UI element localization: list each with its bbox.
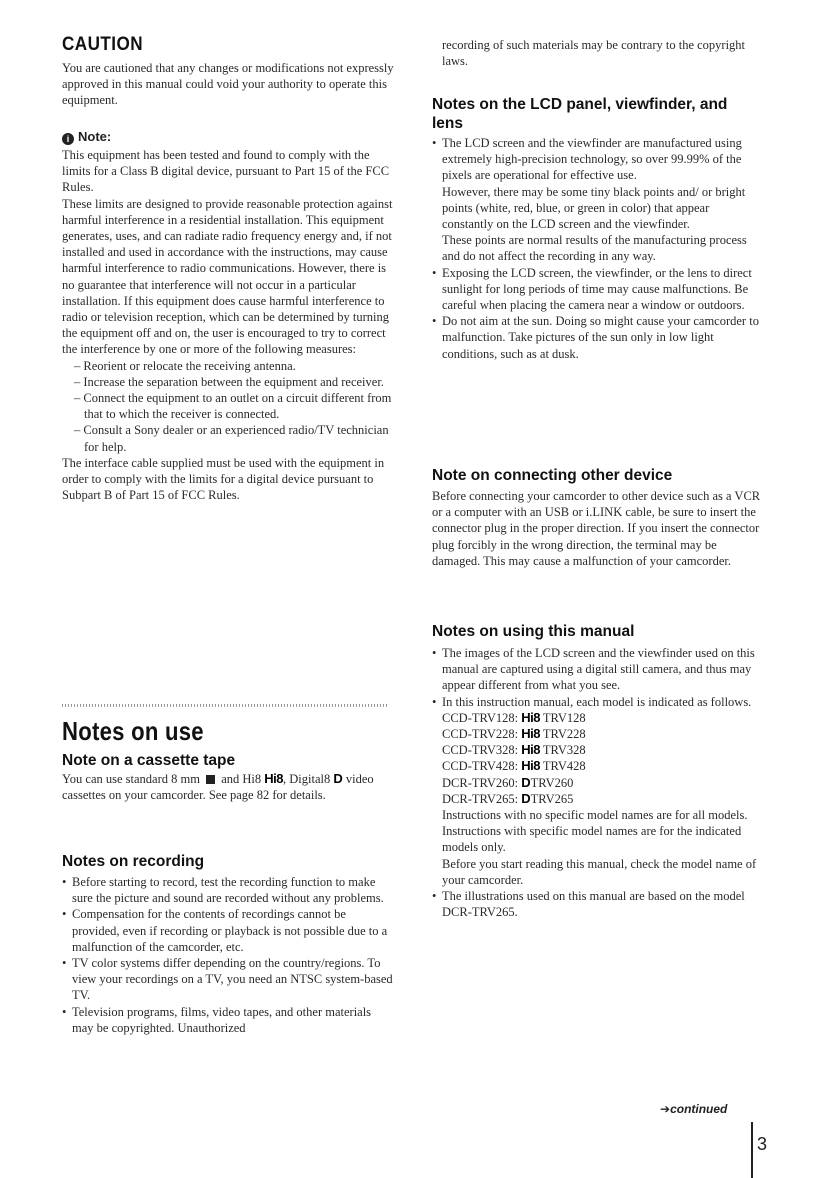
caution-heading: CAUTION: [62, 34, 144, 55]
cassette-paragraph: You can use standard 8 mm and Hi8 Hi8, Digital8 D video cassettes on your camcorder. See page 82 for details.: [62, 771, 374, 803]
model-row: DCR-TRV265: DTRV265: [442, 790, 574, 806]
fcc-note-text: [62, 147, 394, 503]
digital8-icon: D: [333, 771, 343, 786]
digital8-icon: D: [521, 790, 531, 806]
manual-list: [432, 645, 762, 920]
connecting-paragraph: Before connecting your camcorder to other device such as a VCR or a computer with an USB or i.LINK cable, be sure to insert the connector plug in the proper direction. If you insert the connector plug forcibly in the wrong direction, the terminal may be damaged. This may cause a malfunction of your camcorder.: [432, 489, 761, 568]
arrow-right-icon: ➔: [660, 1102, 671, 1116]
fcc-note-p1: This equipment has been tested and found to comply with the limits for a Class B digital device, pursuant to Part 15 of the FCC Rules.: [62, 148, 390, 195]
list-item: • Before starting to record, test the recording function to make sure the picture and sound are recorded without any problems.: [62, 874, 394, 906]
lcd-heading: Notes on the LCD panel, viewfinder, and lens: [432, 96, 728, 132]
measure-item: – Connect the equipment to an outlet on a circuit different from that to which the receiver is connected.: [74, 391, 392, 422]
page-number: 3: [757, 1134, 768, 1154]
measure-item: – Increase the separation between the equipment and receiver.: [74, 374, 384, 389]
model-row: DCR-TRV260: DTRV260: [442, 774, 574, 790]
hi8-icon: Hi8: [521, 758, 540, 774]
hi8-icon: Hi8: [521, 742, 540, 758]
list-item: • In this instruction manual, each model is indicated as follows. CCD-TRV128: Hi8 TRV128 CCD-TRV228: Hi8 TRV228 CCD-TRV328: Hi8 TRV328 CCD-TRV428: Hi8 TRV428 DCR-TRV260: DTRV260 DCR-TRV265: DTRV265 Instructions with no specific model names are for all models. Instructions with specific model names are for the indicated models only. Before you start reading this manual, check the model name of your camcorder.: [432, 694, 762, 888]
list-item: • Television programs, films, video tapes, and other materials may be copyrighted. Unauthorized: [62, 1004, 394, 1036]
connecting-heading: Note on connecting other device: [432, 467, 673, 484]
hi8-icon: Hi8: [521, 726, 540, 742]
lcd-list: [432, 135, 762, 362]
list-item: • Exposing the LCD screen, the viewfinder, or the lens to direct sunlight for long periods of time may cause malfunctions. Be careful when placing the camera near a window or outdoors.: [432, 265, 762, 314]
section-divider: [62, 704, 388, 707]
manual-heading: Notes on using this manual: [432, 623, 635, 640]
model-row: CCD-TRV228: Hi8 TRV228: [442, 726, 586, 742]
list-item: • The illustrations used on this manual are based on the model DCR-TRV265.: [432, 888, 762, 920]
continued-label: ➔continued: [660, 1102, 728, 1116]
digital8-icon: D: [521, 774, 531, 790]
list-item: • TV color systems differ depending on the country/regions. To view your recordings on a TV, you need an NTSC system-based TV.: [62, 955, 394, 1004]
cassette-heading: Note on a cassette tape: [62, 752, 236, 769]
model-row: CCD-TRV128: Hi8 TRV128: [442, 709, 586, 725]
measure-item: – Consult a Sony dealer or an experienced radio/TV technician for help.: [74, 423, 389, 454]
model-row: CCD-TRV328: Hi8 TRV328: [442, 742, 586, 758]
standard-8mm-icon: [206, 775, 215, 784]
note-heading: i Note:: [62, 129, 394, 145]
model-row: CCD-TRV428: Hi8 TRV428: [442, 758, 586, 774]
page-number-rule: [751, 1122, 753, 1178]
list-item: • Compensation for the contents of recordings cannot be provided, even if recording or playback is not possible due to a malfunction of the camcorder, etc.: [62, 906, 394, 955]
measure-item: – Reorient or relocate the receiving antenna.: [74, 358, 296, 373]
note-icon: i: [62, 133, 74, 145]
fcc-note-p3: The interface cable supplied must be used with the equipment in order to comply with the limits for a digital device pursuant to Subpart B of Part 15 of FCC Rules.: [62, 455, 385, 503]
recording-continuation: recording of such materials may be contrary to the copyright laws.: [442, 38, 746, 69]
fcc-note-p2: These limits are designed to provide reasonable protection against harmful interference in a residential installation. This equipment generates, uses, and can radiate radio frequency energy and, if not installed and used in accordance with the instructions, may cause harmful interference to radio communications. However, there is no guarantee that interference will not occur in a particular installation. If this equipment does cause harmful interference to radio or television reception, which can be determined by turning the equipment off and on, the user is encouraged to try to correct the interference by one or more of the following measures:: [62, 196, 393, 357]
recording-heading: Notes on recording: [62, 853, 205, 870]
list-item: • The images of the LCD screen and the viewfinder used on this manual are captured using a digital still camera, and thus may appear different from what you see.: [432, 645, 762, 694]
list-item: • The LCD screen and the viewfinder are manufactured using extremely high-precision technology, so over 99.99% of the pixels are operational for effective use. However, there may be some tiny black points and/ or bright points (white, red, blue, or green in color) that appear constantly on the LCD screen and the viewfinder. These points are normal results of the manufacturing process and do not affect the recording in any way.: [432, 135, 762, 265]
hi8-icon: Hi8: [264, 771, 283, 786]
list-item: • Do not aim at the sun. Doing so might cause your camcorder to malfunction. Take pictures of the sun only in low light conditions, such as at dusk.: [432, 313, 762, 362]
recording-list: [62, 874, 394, 1036]
caution-paragraph: You are cautioned that any changes or modifications not expressly approved in this manual could void your authority to operate this equipment.: [62, 61, 394, 108]
notes-on-use-heading: Notes on use: [62, 716, 204, 746]
hi8-icon: Hi8: [521, 709, 540, 725]
